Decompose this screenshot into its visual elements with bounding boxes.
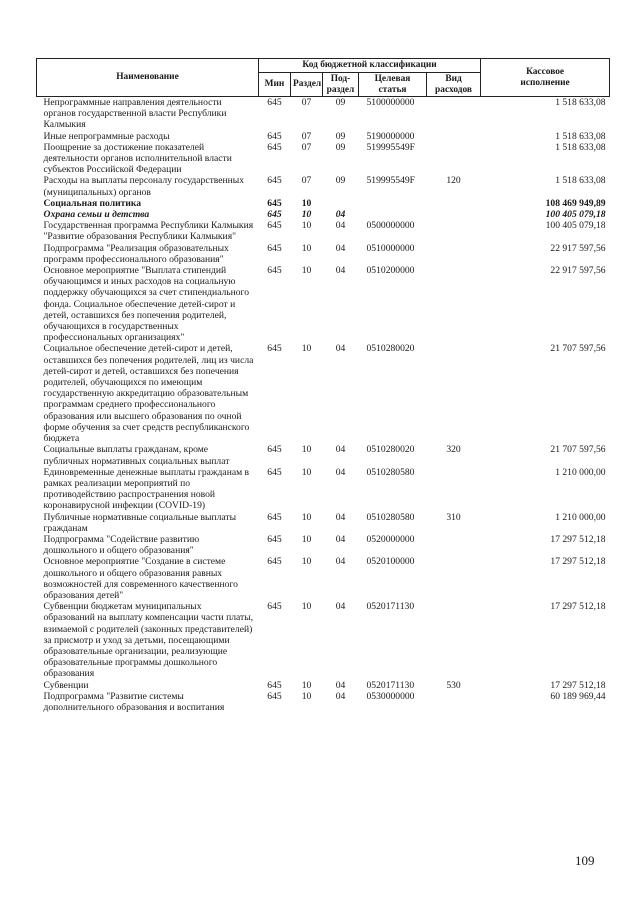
row-vid bbox=[427, 142, 481, 176]
row-vid bbox=[427, 97, 481, 131]
row-vid bbox=[427, 467, 481, 512]
row-sum: 1 210 000,00 bbox=[555, 466, 606, 478]
row-sum: 21 707 597,56 bbox=[550, 444, 606, 456]
header-vid: Вид расходов bbox=[427, 73, 481, 97]
row-razdel: 10 bbox=[301, 601, 312, 613]
row-min: 645 bbox=[267, 533, 282, 545]
header-celevaya: Целевая статья bbox=[359, 73, 427, 97]
row-podrazdel: 04 bbox=[335, 690, 346, 702]
row-razdel: 10 bbox=[301, 690, 312, 702]
row-razdel: 07 bbox=[301, 97, 312, 108]
table-row bbox=[37, 343, 610, 444]
row-name: Охрана семьи и детства bbox=[43, 209, 150, 221]
row-podrazdel: 04 bbox=[335, 242, 346, 254]
row-podrazdel: 04 bbox=[335, 601, 346, 613]
row-min: 645 bbox=[267, 690, 282, 702]
row-vid: 310 bbox=[446, 511, 461, 523]
row-vid: 320 bbox=[446, 444, 461, 456]
row-celevaya: 0520100000 bbox=[366, 556, 415, 568]
row-vid bbox=[427, 131, 481, 142]
row-celevaya: 519995549F bbox=[366, 175, 416, 187]
table-row bbox=[37, 220, 610, 242]
row-name: Поощрение за достижение показателей деятельности органов исполнительной власти субъектов Российской Федерации bbox=[43, 141, 232, 176]
table-row bbox=[37, 512, 610, 534]
row-podrazdel: 04 bbox=[335, 466, 346, 478]
table-row bbox=[37, 198, 610, 209]
row-podrazdel: 04 bbox=[335, 679, 346, 691]
row-min: 645 bbox=[267, 444, 282, 456]
table-header bbox=[37, 59, 610, 97]
row-sum: 22 917 597,56 bbox=[550, 242, 606, 254]
row-celevaya: 0510280580 bbox=[366, 511, 415, 523]
row-razdel: 10 bbox=[301, 209, 312, 221]
row-celevaya: 0530000000 bbox=[366, 690, 415, 702]
row-name: Субвенции bbox=[43, 679, 89, 691]
row-razdel: 07 bbox=[301, 141, 312, 153]
row-podrazdel: 04 bbox=[335, 265, 346, 277]
row-sum: 60 189 969,44 bbox=[550, 690, 606, 702]
row-min: 645 bbox=[267, 209, 282, 221]
row-vid: 120 bbox=[446, 175, 461, 187]
row-sum: 1 518 633,08 bbox=[555, 141, 606, 153]
page-number: 109 bbox=[575, 853, 595, 868]
row-name: Непрограммные направления деятельности органов государственной власти Республики Калмыкия bbox=[43, 97, 227, 131]
row-sum: 108 469 949,89 bbox=[545, 197, 606, 209]
row-celevaya: 0520171130 bbox=[366, 601, 415, 613]
table-row bbox=[37, 265, 610, 343]
row-min: 645 bbox=[267, 466, 282, 478]
row-razdel: 07 bbox=[301, 130, 312, 142]
row-sum: 17 297 512,18 bbox=[550, 533, 606, 545]
row-celevaya: 0520000000 bbox=[366, 533, 415, 545]
table-row bbox=[37, 131, 610, 142]
row-name: Иные непрограммные расходы bbox=[43, 130, 170, 142]
row-celevaya: 519995549F bbox=[366, 141, 416, 153]
row-vid bbox=[427, 601, 481, 679]
row-min: 645 bbox=[267, 556, 282, 568]
row-podrazdel: 09 bbox=[335, 130, 346, 142]
row-podrazdel: 04 bbox=[335, 220, 346, 232]
table-row bbox=[37, 601, 610, 679]
row-min: 645 bbox=[267, 97, 282, 108]
row-razdel: 10 bbox=[301, 533, 312, 545]
table-row bbox=[37, 243, 610, 265]
header-min: Мин bbox=[259, 73, 291, 97]
row-min: 645 bbox=[267, 175, 282, 187]
table-row bbox=[37, 680, 610, 691]
table-row bbox=[37, 691, 610, 713]
row-min: 645 bbox=[267, 242, 282, 254]
header-name: Наименование bbox=[37, 59, 259, 97]
row-razdel: 10 bbox=[301, 242, 312, 254]
row-podrazdel: 04 bbox=[335, 556, 346, 568]
row-podrazdel: 04 bbox=[335, 533, 346, 545]
budget-execution-table bbox=[36, 58, 610, 713]
row-celevaya: 0510280020 bbox=[366, 343, 415, 355]
row-sum: 100 405 079,18 bbox=[545, 209, 606, 221]
row-vid bbox=[427, 265, 481, 343]
row-vid bbox=[427, 534, 481, 556]
row-razdel: 10 bbox=[301, 343, 312, 355]
row-name: Основное мероприятие "Выплата стипендий обучающимся и иных расходов на социальную поддержку обучающихся за счет стипендиального фонда. Социальное обеспечение детей-сирот и детей, оставшихся без попечения родителей, обучающихся в государственных профессиональных организациях" bbox=[43, 265, 250, 344]
row-razdel: 10 bbox=[301, 511, 312, 523]
row-name: Единовременные денежные выплаты гражданам в рамках реализации мероприятий по противодействию распространения новой коронавирусной инфекции (COVID-19) bbox=[43, 466, 250, 512]
row-sum: 17 297 512,18 bbox=[550, 556, 606, 568]
row-sum: 22 917 597,56 bbox=[550, 265, 606, 277]
table-row bbox=[37, 534, 610, 556]
row-razdel: 07 bbox=[301, 175, 312, 187]
row-name: Субвенции бюджетам муниципальных образований на выплату компенсации части платы, взимаемой с родителей (законных представителей) за присмотр и уход за детьми, посещающими образовательные организации, реализующие образовательные программы дошкольного образования bbox=[43, 601, 254, 680]
row-sum: 1 518 633,08 bbox=[555, 97, 606, 108]
row-razdel: 10 bbox=[301, 220, 312, 232]
row-name: Социальные выплаты гражданам, кроме публичных нормативных социальных выплат bbox=[43, 444, 230, 467]
row-vid bbox=[427, 343, 481, 444]
row-name: Государственная программа Республики Калмыкия "Развитие образования Республики Калмыкия" bbox=[43, 220, 254, 243]
row-min: 645 bbox=[267, 511, 282, 523]
row-razdel: 10 bbox=[301, 444, 312, 456]
row-vid bbox=[427, 243, 481, 265]
table-row bbox=[37, 97, 610, 131]
row-sum: 100 405 079,18 bbox=[545, 220, 606, 232]
header-kbk: Код бюджетной классификации bbox=[259, 59, 481, 73]
row-podrazdel: 09 bbox=[335, 141, 346, 153]
table-row bbox=[37, 142, 610, 176]
row-vid bbox=[427, 220, 481, 242]
row-razdel: 10 bbox=[301, 466, 312, 478]
row-sum: 17 297 512,18 bbox=[550, 601, 606, 613]
row-min: 645 bbox=[267, 343, 282, 355]
row-celevaya: 5100000000 bbox=[366, 97, 415, 108]
row-razdel: 10 bbox=[301, 679, 312, 691]
header-razdel: Раздел bbox=[291, 73, 323, 97]
row-razdel: 10 bbox=[301, 265, 312, 277]
row-min: 645 bbox=[267, 141, 282, 153]
row-celevaya: 0510200000 bbox=[366, 265, 415, 277]
row-sum: 1 210 000,00 bbox=[555, 511, 606, 523]
row-name: Социальная политика bbox=[43, 197, 142, 209]
row-podrazdel: 04 bbox=[335, 444, 346, 456]
row-vid bbox=[427, 209, 481, 220]
table-row bbox=[37, 444, 610, 466]
row-name: Подпрограмма "Содействие развитию дошкольного и общего образования" bbox=[43, 533, 200, 557]
row-min: 645 bbox=[267, 220, 282, 232]
row-name: Публичные нормативные социальные выплаты гражданам bbox=[43, 511, 237, 534]
row-min: 645 bbox=[267, 197, 282, 209]
row-vid bbox=[427, 556, 481, 601]
row-podrazdel: 04 bbox=[335, 511, 346, 523]
row-vid bbox=[427, 691, 481, 713]
row-celevaya: 0510280020 bbox=[366, 444, 415, 456]
row-vid bbox=[427, 198, 481, 209]
table-row bbox=[37, 175, 610, 197]
row-celevaya: 5190000000 bbox=[366, 130, 415, 142]
budget-table-page bbox=[36, 58, 609, 713]
row-razdel: 10 bbox=[301, 197, 312, 209]
row-celevaya: 0510000000 bbox=[366, 242, 415, 254]
row-celevaya bbox=[359, 209, 427, 220]
row-name: Подпрограмма "Развитие системы дополнительного образования и воспитания bbox=[43, 690, 225, 713]
row-min: 645 bbox=[267, 265, 282, 277]
row-podrazdel: 09 bbox=[335, 97, 346, 108]
row-sum: 1 518 633,08 bbox=[555, 130, 606, 142]
row-min: 645 bbox=[267, 679, 282, 691]
row-min: 645 bbox=[267, 130, 282, 142]
row-celevaya bbox=[359, 198, 427, 209]
row-sum: 21 707 597,56 bbox=[550, 343, 606, 355]
header-ispolnenie: Кассовое исполнение bbox=[481, 59, 610, 97]
row-vid: 530 bbox=[446, 679, 461, 691]
row-celevaya: 0500000000 bbox=[366, 220, 415, 232]
row-min: 645 bbox=[267, 601, 282, 613]
row-sum: 17 297 512,18 bbox=[550, 679, 606, 691]
row-celevaya: 0510280580 bbox=[366, 466, 415, 478]
row-name: Подпрограмма "Реализация образовательных программ профессионального образования" bbox=[43, 242, 229, 265]
row-name: Социальное обеспечение детей-сирот и детей, оставшихся без попечения родителей, лиц из числа детей-сирот и детей, оставшихся без попечения родителей, обучающихся по имеющим государственную аккредитацию образовательным программам среднего профессионального образования или высшего образования по очной форме обучения за счет средств республиканского бюджета bbox=[43, 343, 254, 445]
row-name: Основное мероприятие "Создание в системе дошкольного и общего образования равных возможностей для современного качественного образования детей" bbox=[43, 556, 238, 601]
row-podrazdel: 04 bbox=[335, 343, 346, 355]
row-celevaya: 0520171130 bbox=[366, 679, 415, 691]
header-podrazdel: Под- раздел bbox=[323, 73, 359, 97]
row-name: Расходы на выплаты персоналу государственных (муниципальных) органов bbox=[43, 175, 245, 198]
row-podrazdel bbox=[323, 198, 359, 209]
row-sum: 1 518 633,08 bbox=[555, 175, 606, 187]
table-row bbox=[37, 467, 610, 512]
table-body bbox=[37, 97, 610, 714]
row-razdel: 10 bbox=[301, 556, 312, 568]
row-podrazdel: 04 bbox=[335, 209, 346, 221]
row-podrazdel: 09 bbox=[335, 175, 346, 187]
table-row bbox=[37, 556, 610, 601]
table-row bbox=[37, 209, 610, 220]
